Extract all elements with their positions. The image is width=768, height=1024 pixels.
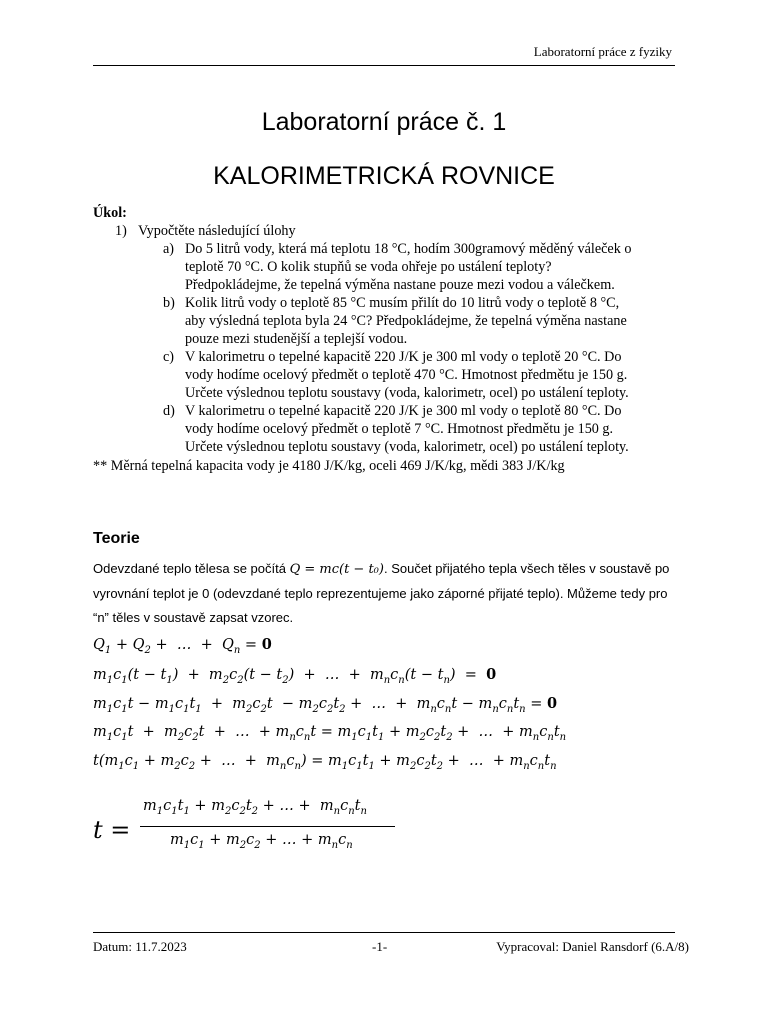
task-section bbox=[93, 204, 683, 475]
page-subtitle: KALORIMETRICKÁ ROVNICE bbox=[213, 162, 555, 190]
footer-date: Datum: 11.7.2023 bbox=[93, 939, 187, 954]
subtask-letter: c) bbox=[163, 349, 175, 365]
subtask-line: Do 5 litrů vody, která má teplotu 18 °C, hodím 300gramový měděný váleček o bbox=[185, 241, 632, 257]
equation-4: $m_1c_1t + m_2c_2t$ + … + $m_nc_nt = m_1c_1t_1 + m_2c_2t_2$ + … + $m_nc_nt_n$ bbox=[93, 724, 567, 743]
equation-1: $Q_1 + Q_2$ + … + $Q_n = 0$ bbox=[93, 636, 272, 656]
subtask-line: V kalorimetru o tepelné kapacitě 220 J/K je 300 ml vody o teplotě 80 °C. Do bbox=[185, 403, 622, 419]
fraction-denominator: $m_1c_1 + m_2c_2$ + … + $m_nc_n$ bbox=[170, 832, 353, 851]
subtask-line: V kalorimetru o tepelné kapacitě 220 J/K je 300 ml vody o teplotě 20 °C. Do bbox=[185, 349, 622, 365]
header-rule bbox=[93, 65, 675, 66]
heat-capacity-note: ** Měrná tepelná kapacita vody je 4180 J/K/kg, oceli 469 J/K/kg, mědi 383 J/K/kg bbox=[93, 458, 565, 474]
subtask-letter: b) bbox=[163, 295, 175, 311]
subtask-letter: d) bbox=[163, 403, 175, 419]
subtask-line: vody hodíme ocelový předmět o teplotě 470 °C. Hmotnost předmětu je 150 g. bbox=[185, 367, 628, 383]
task-item-number: 1) bbox=[115, 223, 127, 239]
task-item bbox=[93, 222, 683, 240]
theory-heading: Teorie bbox=[93, 530, 140, 547]
subtask-line: Kolik litrů vody o teplotě 85 °C musím přilít do 10 litrů vody o teplotě 8 °C, bbox=[185, 295, 620, 311]
subtask-line: teplotě 70 °C. O kolik stupňů se voda ohřeje po ustálení teploty? bbox=[185, 259, 552, 275]
fraction-numerator: $m_1c_1t_1 + m_2c_2t_2$ + … + $m_nc_nt_n$ bbox=[143, 798, 367, 817]
subtask-line: Určete výslednou teplotu soustavy (voda, kalorimetr, ocel) po ustálení teploty. bbox=[185, 385, 629, 401]
task-subitems bbox=[93, 240, 683, 456]
equation-3: $m_1c_1t - m_1c_1t_1 + m_2c_2t - m_2c_2t_2$ + … + $m_nc_nt - m_nc_nt_n = 0$ bbox=[93, 695, 558, 715]
subtask-b bbox=[93, 294, 683, 348]
subtask-line: vody hodíme ocelový předmět o teplotě 7 °C. Hmotnost předmětu je 150 g. bbox=[185, 421, 614, 437]
theory-paragraph bbox=[93, 557, 673, 630]
equation-2: $m_1c_1(t - t_1) + m_2c_2(t - t_2)$ + … + $m_nc_n(t - t_n) = 0$ bbox=[93, 666, 497, 686]
equation-5: $t(m_1c_1 + m_2c_2$ + … + $m_nc_n) = m_1c_1t_1 + m_2c_2t_2$ + … + $m_nc_nt_n$ bbox=[93, 753, 557, 772]
result-variable: t = bbox=[93, 816, 131, 844]
subtask-line: Předpokládejme, že tepelná výměna nastane pouze mezi vodou a válečkem. bbox=[185, 277, 615, 293]
footer-rule bbox=[93, 932, 675, 933]
subtask-line: Určete výslednou teplotu soustavy (voda, kalorimetr, ocel) po ustálení teploty. bbox=[185, 439, 629, 455]
heat-formula: Q = mc(t − t₀) bbox=[289, 562, 384, 577]
subtask-c bbox=[93, 348, 683, 402]
task-label: Úkol: bbox=[93, 205, 127, 221]
subtask-letter: a) bbox=[163, 241, 175, 257]
fraction-bar bbox=[140, 826, 395, 827]
footer-author: Vypracoval: Daniel Ransdorf (6.A/8) bbox=[496, 939, 689, 954]
running-header: Laboratorní práce z fyziky bbox=[533, 44, 672, 59]
subtask-line: pouze mezi studenější a teplejší vodou. bbox=[185, 331, 408, 347]
subtask-d bbox=[93, 402, 683, 456]
task-item-text: Vypočtěte následující úlohy bbox=[138, 223, 296, 239]
page-title: Laboratorní práce č. 1 bbox=[261, 108, 507, 136]
theory-text-before: Odevzdané teplo tělesa se počítá bbox=[93, 561, 290, 576]
subtask-a bbox=[93, 240, 683, 294]
theory-text-after: . Součet přijatého tepla všech těles v soustavě po vyrovnání teplot je 0 (odevzdané teplo reprezentujeme jako záporné přijaté teplo). Můžeme tedy pro “n” těles v soustavě zapsat vzorec. bbox=[93, 561, 670, 625]
footer-page-number: -1- bbox=[372, 939, 388, 954]
subtask-line: aby výsledná teplota byla 24 °C? Předpokládejme, že tepelná výměna nastane bbox=[185, 313, 627, 329]
